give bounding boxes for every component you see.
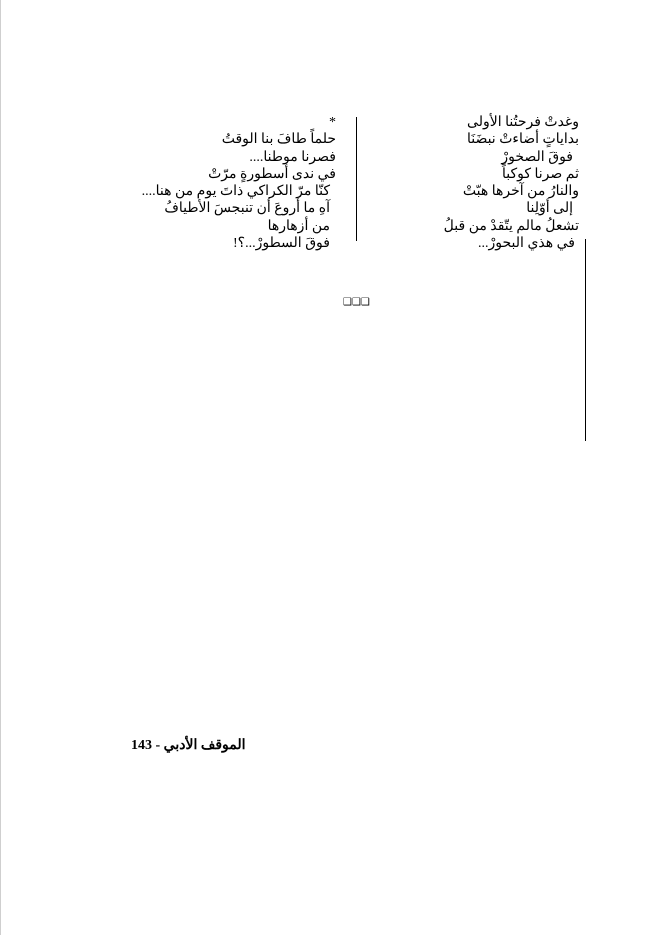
poem-left-column bbox=[96, 114, 336, 252]
poem-line: في هذي البحورْ... bbox=[478, 236, 575, 252]
vertical-rule bbox=[585, 239, 586, 441]
section-separator: ❑❑❑ bbox=[343, 297, 370, 308]
poem-line: إلى أوّلِنا bbox=[526, 201, 573, 217]
column-divider bbox=[356, 117, 357, 241]
poem-line: حلماً طافَ بنا الوقتُ bbox=[221, 132, 336, 148]
poem-line: فوقَ السطورْ...؟! bbox=[232, 236, 330, 252]
page-footer: الموقف الأدبي - 143 bbox=[131, 738, 246, 753]
poem-line: آهِ ما أروعَ أن تنبجسَ الأطيافُ bbox=[164, 201, 330, 217]
page-edge bbox=[0, 0, 1, 935]
poem-line: من أزهارها bbox=[267, 218, 330, 234]
poem-line: وغدتْ فرحتُنا الأولى bbox=[467, 115, 579, 130]
poem-line: ثم صرنا كوكباً bbox=[501, 166, 579, 182]
poem-line: فصرنا موطنا.... bbox=[249, 149, 336, 165]
poem-line: فوقَ الصخورْ bbox=[501, 149, 573, 165]
poem-line: كنّا مرّ الكراكي ذاتَ يوم من هنا.... bbox=[141, 184, 330, 200]
poem-right-column bbox=[381, 114, 581, 252]
poem-line: تشعلُ مالم يتّقدْ من قبلُ bbox=[443, 218, 579, 234]
section-asterisk: * bbox=[329, 115, 336, 130]
poem-line: بداياتٍ أضاءتْ نبضَنَا bbox=[466, 132, 579, 148]
poem-line: في ندى أسطورةٍ مرّتْ bbox=[208, 166, 336, 182]
poem-line: والنارُ من آخرها هبّتْ bbox=[462, 184, 579, 200]
